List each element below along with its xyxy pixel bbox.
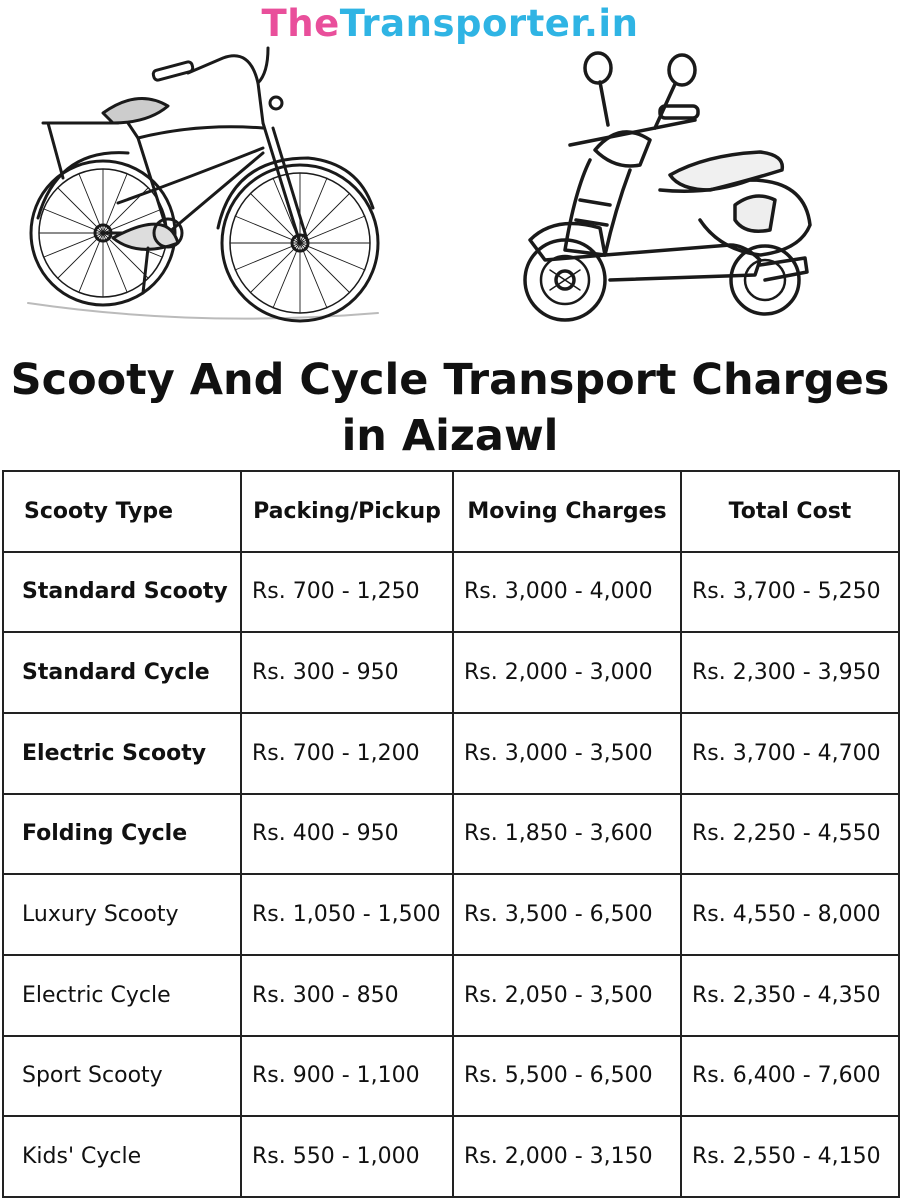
row-packing: Rs. 550 - 1,000	[241, 1116, 453, 1197]
row-type: Sport Scooty	[3, 1036, 241, 1117]
brand-logo-part2: Transporter.in	[339, 2, 639, 45]
row-packing: Rs. 300 - 950	[241, 632, 453, 713]
row-total: Rs. 2,350 - 4,350	[681, 955, 899, 1036]
row-total: Rs. 3,700 - 4,700	[681, 713, 899, 794]
row-packing: Rs. 900 - 1,100	[241, 1036, 453, 1117]
row-type: Kids' Cycle	[3, 1116, 241, 1197]
row-packing: Rs. 400 - 950	[241, 794, 453, 875]
row-total: Rs. 2,250 - 4,550	[681, 794, 899, 875]
row-total: Rs. 4,550 - 8,000	[681, 874, 899, 955]
row-moving: Rs. 1,850 - 3,600	[453, 794, 681, 875]
header-moving-charges: Moving Charges	[453, 471, 681, 552]
table-row	[3, 1036, 899, 1117]
row-moving: Rs. 2,000 - 3,000	[453, 632, 681, 713]
row-type: Luxury Scooty	[3, 874, 241, 955]
row-moving: Rs. 3,000 - 3,500	[453, 713, 681, 794]
row-type: Electric Cycle	[3, 955, 241, 1036]
row-packing: Rs. 300 - 850	[241, 955, 453, 1036]
table-row	[3, 713, 899, 794]
row-moving: Rs. 2,000 - 3,150	[453, 1116, 681, 1197]
row-type: Electric Scooty	[3, 713, 241, 794]
row-total: Rs. 3,700 - 5,250	[681, 552, 899, 633]
row-moving: Rs. 3,500 - 6,500	[453, 874, 681, 955]
row-moving: Rs. 5,500 - 6,500	[453, 1036, 681, 1117]
header-total-cost: Total Cost	[681, 471, 899, 552]
header-packing-pickup: Packing/Pickup	[241, 471, 453, 552]
row-packing: Rs. 1,050 - 1,500	[241, 874, 453, 955]
row-packing: Rs. 700 - 1,250	[241, 552, 453, 633]
row-total: Rs. 6,400 - 7,600	[681, 1036, 899, 1117]
charges-table	[2, 470, 900, 1198]
row-type: Folding Cycle	[3, 794, 241, 875]
scooter-sketch-icon	[520, 50, 815, 330]
table-row	[3, 552, 899, 633]
row-type: Standard Cycle	[3, 632, 241, 713]
page-title: Scooty And Cycle Transport Charges in Aizawl	[10, 355, 890, 461]
header-scooty-type: Scooty Type	[3, 471, 241, 552]
bicycle-sketch-icon	[18, 28, 388, 328]
row-packing: Rs. 700 - 1,200	[241, 713, 453, 794]
row-total: Rs. 2,300 - 3,950	[681, 632, 899, 713]
table-row	[3, 1116, 899, 1197]
brand-logo-part1: The	[261, 2, 340, 45]
table-row	[3, 874, 899, 955]
table-row	[3, 632, 899, 713]
row-type: Standard Scooty	[3, 552, 241, 633]
row-total: Rs. 2,550 - 4,150	[681, 1116, 899, 1197]
row-moving: Rs. 3,000 - 4,000	[453, 552, 681, 633]
row-moving: Rs. 2,050 - 3,500	[453, 955, 681, 1036]
table-header-row	[3, 471, 899, 552]
table-row	[3, 955, 899, 1036]
table-row	[3, 794, 899, 875]
